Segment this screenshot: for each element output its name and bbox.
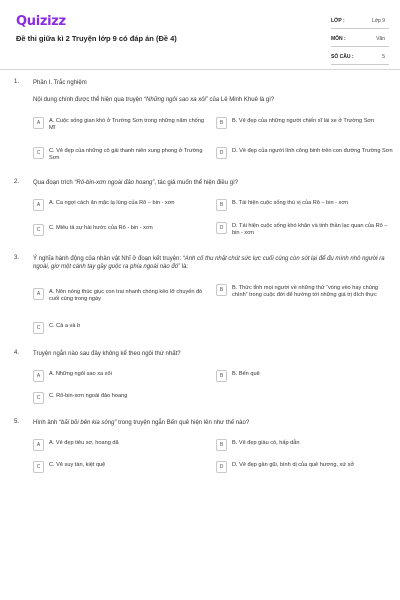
option-b[interactable] bbox=[216, 199, 394, 211]
question-number: 2. bbox=[14, 179, 20, 185]
option-text: D. Vẻ đẹp gần gũi, bình dị của quê hương, xứ sở bbox=[232, 462, 355, 468]
option-letter-badge: D bbox=[216, 222, 227, 234]
option-text: B. Vẻ đẹp giàu có, hấp dẫn bbox=[232, 440, 300, 446]
option-letter-badge: A bbox=[33, 370, 44, 382]
option-c[interactable] bbox=[33, 392, 211, 404]
question-text: Truyện ngắn nào sau đây không kể theo ngôi thứ nhất? bbox=[33, 351, 181, 357]
option-letter-badge: B bbox=[216, 117, 227, 129]
question-text: Hình ảnh “bãi bồi bên kia sông” trong truyện ngắn Bến quê hiện lên như thế nào? bbox=[33, 420, 250, 426]
option-text: B. Vẻ đẹp của những người chiến sĩ lái xe ở Trường Sơn bbox=[232, 118, 375, 124]
meta-row-subject bbox=[331, 32, 389, 47]
option-letter-badge: A bbox=[33, 117, 44, 129]
meta-label: LỚP : bbox=[331, 18, 345, 24]
option-text: D. Vẻ đẹp của người lính công binh trên con đường Trường Sơn bbox=[232, 148, 393, 154]
option-c[interactable] bbox=[33, 322, 211, 334]
option-text: C. Cả a và b bbox=[49, 323, 81, 329]
option-d[interactable] bbox=[216, 222, 394, 238]
meta-value: Lớp 9 bbox=[371, 18, 385, 24]
meta-label: SỐ CÂU : bbox=[331, 54, 354, 60]
quizizz-logo: Quizizz bbox=[16, 14, 66, 29]
question-text: Ý nghĩa hành động của nhân vật Nhĩ ở đoạn kết truyện: “Anh cố thu nhặt chút sức lực cuối cùng còn sót lại để đu mình nhô người ra ngoài, giơ một cánh tay gầy guộc ra phía ngoài nào đó” là: bbox=[33, 256, 385, 270]
option-a[interactable] bbox=[33, 199, 211, 211]
question-text: Nội dung chính được thể hiện qua truyện “Những ngôi sao xa xôi” của Lê Minh Khuê là gì? bbox=[33, 97, 275, 103]
option-letter-badge: B bbox=[216, 199, 227, 211]
option-letter-badge: B bbox=[216, 284, 227, 296]
option-a[interactable] bbox=[33, 370, 211, 382]
option-b[interactable] bbox=[216, 117, 394, 129]
option-text: B. Tái hiện cuộc sống thú vị của Rô – bin - xơn bbox=[232, 200, 349, 206]
option-c[interactable] bbox=[33, 147, 211, 163]
option-a[interactable] bbox=[33, 439, 211, 451]
option-c[interactable] bbox=[33, 224, 211, 236]
option-letter-badge: A bbox=[33, 439, 44, 451]
meta-box bbox=[331, 14, 389, 68]
option-letter-badge: C bbox=[33, 392, 44, 404]
question-text: Qua đoạn trích “Rô-bin-xơn ngoài đảo hoang”, tác giả muốn thể hiện điều gì? bbox=[33, 180, 239, 186]
meta-value: Văn bbox=[376, 36, 385, 42]
option-letter-badge: B bbox=[216, 370, 227, 382]
option-a[interactable] bbox=[33, 117, 211, 133]
question-number: 5. bbox=[14, 419, 20, 425]
option-text: B. Thức tỉnh mọi người về những thứ “vòng vèo hay chùng chình” trong cuộc đời để hướng tới những giá trị đích thực bbox=[232, 285, 379, 299]
option-b[interactable] bbox=[216, 439, 394, 451]
option-text: D. Tái hiện cuộc sống khó khăn và tinh thần lạc quan của Rô – bin - xơn bbox=[232, 223, 388, 237]
document-title: Đề thi giữa kì 2 Truyện lớp 9 có đáp án (Đề 4) bbox=[16, 34, 177, 43]
option-text: C. Miêu tả sự hài hước của Rô - bin - xơn bbox=[49, 225, 153, 231]
option-text: A. Ca ngợi cách ăn mặc lạ lùng của Rô – bin - xơn bbox=[49, 200, 175, 206]
option-a[interactable] bbox=[33, 288, 211, 304]
option-letter-badge: D bbox=[216, 461, 227, 473]
option-letter-badge: A bbox=[33, 288, 44, 300]
question-number: 1. bbox=[14, 79, 20, 85]
meta-label: MÔN : bbox=[331, 36, 346, 42]
option-letter-badge: A bbox=[33, 199, 44, 211]
option-letter-badge: D bbox=[216, 147, 227, 159]
meta-row-count bbox=[331, 50, 389, 65]
option-b[interactable] bbox=[216, 284, 394, 300]
option-d[interactable] bbox=[216, 147, 394, 159]
meta-row-class bbox=[331, 14, 389, 29]
header-divider bbox=[0, 69, 400, 70]
question-number: 4. bbox=[14, 350, 20, 356]
option-letter-badge: B bbox=[216, 439, 227, 451]
option-letter-badge: C bbox=[33, 147, 44, 159]
option-text: A. Cuộc sống gian khó ở Trường Sơn trong những năm chống Mĩ bbox=[49, 118, 205, 132]
meta-value: 5 bbox=[382, 54, 385, 60]
option-text: C. Rô-bin-xơn ngoài đảo hoang bbox=[49, 393, 128, 399]
option-text: A. Nôn nóng thúc giục con trai nhanh chóng kẻo lỡ chuyến đò cuối cùng trong ngày bbox=[49, 289, 203, 303]
option-c[interactable] bbox=[33, 461, 211, 473]
worksheet-header bbox=[0, 0, 400, 70]
option-b[interactable] bbox=[216, 370, 394, 382]
option-letter-badge: C bbox=[33, 461, 44, 473]
section-label: Phần I. Trắc nghiệm bbox=[33, 80, 87, 86]
question-number: 3. bbox=[14, 255, 20, 261]
option-letter-badge: C bbox=[33, 224, 44, 236]
option-d[interactable] bbox=[216, 461, 394, 473]
option-text: B. Bến quê bbox=[232, 371, 260, 377]
option-text: A. Vẻ đẹp tiêu sơ, hoang dã bbox=[49, 440, 119, 446]
option-text: C. Vẻ suy tàn, kiệt quệ bbox=[49, 462, 106, 468]
option-text: C. Vẻ đẹp của những cô gái thanh niên xung phong ở Trường Sơn bbox=[49, 148, 203, 162]
option-letter-badge: C bbox=[33, 322, 44, 334]
option-text: A. Những ngôi sao xa xôi bbox=[49, 371, 112, 377]
